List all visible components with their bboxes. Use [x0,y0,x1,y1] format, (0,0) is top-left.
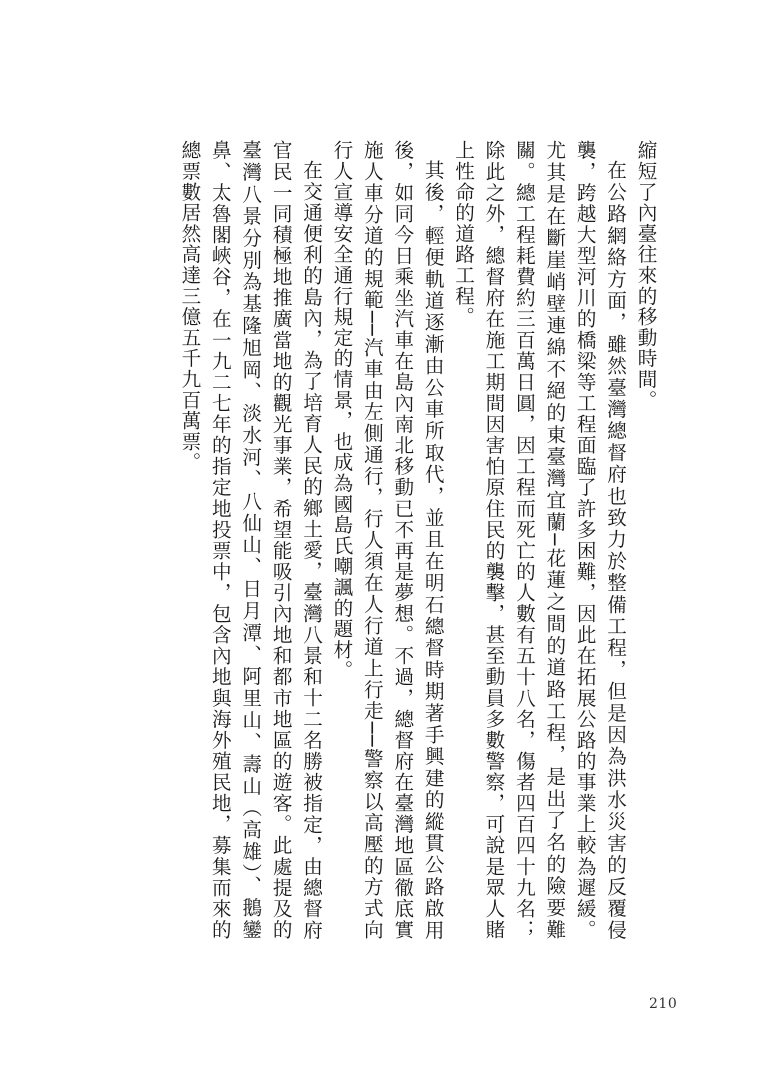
page-number: 210 [649,996,678,1012]
paragraph-3: 其後，輕便軌道逐漸由公車所取代，並且在明石總督時期著手興建的縱貫公路啟用後，如同今日乘坐汽車在島內南北移動已不再是夢想。不過，總督府在臺灣地區徹底實施人車分道的規範──汽車由左側通行，行人須在人行道上行走──警察以高壓的方式向行人宣導安全通行規定的情景，也成為國島氏嘲諷的題材。 [329,140,445,940]
paragraph-2: 在公路網絡方面，雖然臺灣總督府也致力於整備工程，但是因為洪水災害的反覆侵襲，跨越大型河川的橋梁等工程面臨了許多困難，因此在拓展公路的事業上較為遲緩。尤其是在斷崖峭壁連綿不絕的東臺灣宜蘭─花蓮之間的道路工程，是出了名的險要難關。總工程耗費約三百萬日圓，因工程而死亡的人數有五十八名，傷者四百四十九名；除此之外，總督府在施工期間因害怕原住民的襲擊，甚至動員多數警察，可說是眾人賭上性命的道路工程。 [451,140,627,940]
paragraph-1: 縮短了內臺往來的移動時間。 [634,140,657,411]
paragraph-4: 在交通便利的島內，為了培育人民的鄉土愛，臺灣八景和十二名勝被指定，由總督府官民一同積極地推廣當地的觀光事業，希望能吸引內地和都市地區的遊客。此處提及的臺灣八景分別為基隆旭岡、淡水河、八仙山、日月潭、阿里山、壽山（高雄）、鵝鑾鼻、太魯閣峽谷，在一九二七年的指定地投票中，包含內地與海外殖民地，募集而來的總票數居然高達三億五千九百萬票。 [177,140,323,940]
vertical-text-body [140,140,660,940]
